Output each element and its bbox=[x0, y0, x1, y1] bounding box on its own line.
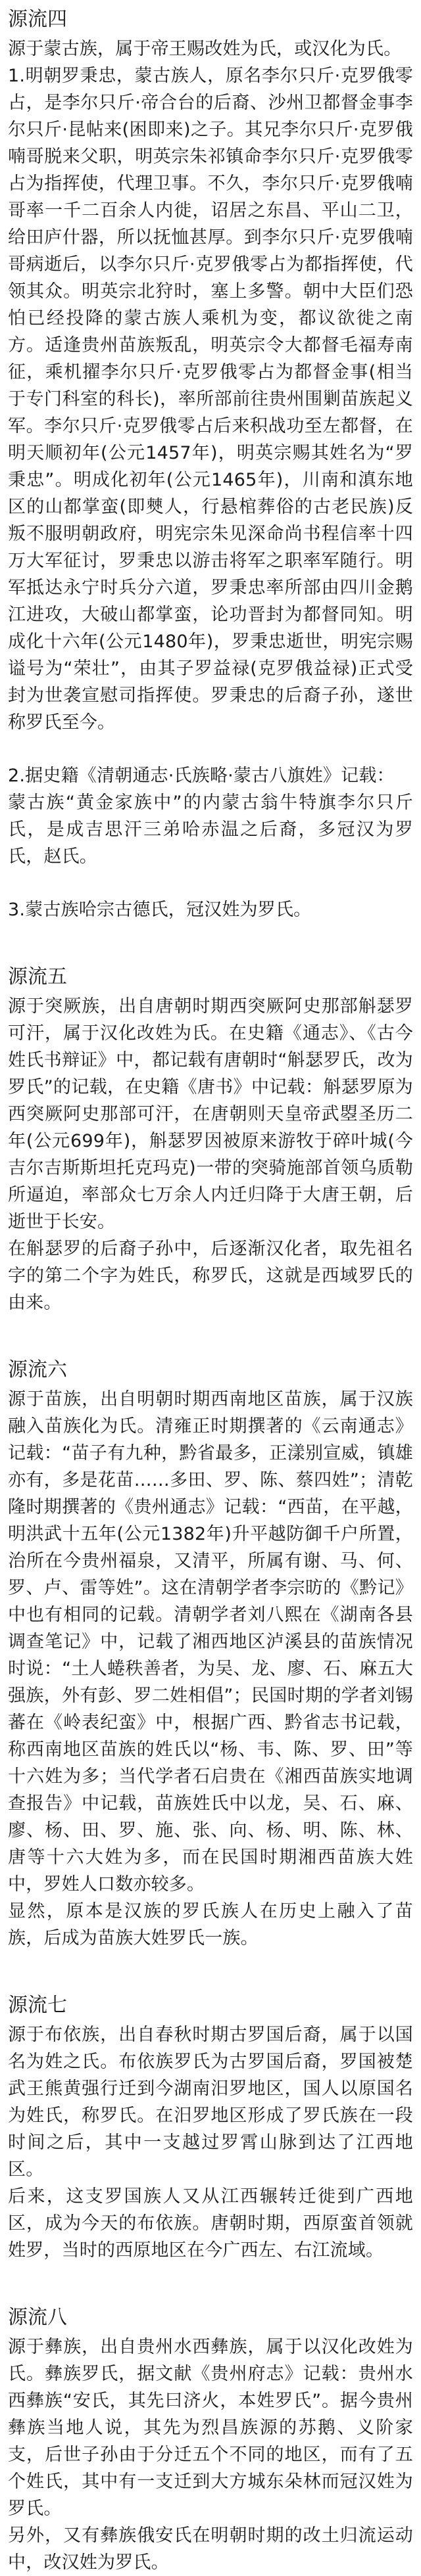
paragraph: 源于布依族，出自春秋时期古罗国后裔，属于以国名为姓之氏。布依族罗氏为古罗国后裔，罗国被楚武王熊黄强行迁到今湖南汨罗地区，国人以原国名为姓氏，称罗氏。在汨罗地区形成了罗氏族在一段时间之后，其中一支越过罗霄山脉到达了江西地区。 bbox=[8, 2025, 413, 2180]
paragraph: 另外，又有彝族俄安氏在明朝时期的改土归流运动中，改汉姓为罗氏。 bbox=[8, 2525, 413, 2573]
section-source-8 bbox=[8, 2303, 413, 2576]
paragraph: 后来，这支罗国族人又从江西辗转迁徙到广西地区，成为今天的布依族。唐朝时期，西原蛮首领就姓罗，当时的西原地区在今广西左、右江流域。 bbox=[8, 2186, 413, 2261]
section-source-7 bbox=[8, 1991, 413, 2264]
paragraph: 3.蒙古族哈宗古德氏，冠汉姓为罗氏。 bbox=[8, 900, 312, 920]
section-title: 源流八 bbox=[8, 2306, 67, 2329]
paragraph: 源于彝族，出自贵州水西彝族，属于以汉化改姓为氏。彝族罗氏，据文献《贵州府志》记载：贵州水西彝族“安氏，其先曰济火，本姓罗氏”。据今贵州彝族当地人说，其先为烈昌族源的苏鹅、义阶家支，后世子孙由于分迁五个不同的地区，而有了五个姓氏，其中有一支迁到大方城东朵林而冠汉姓为罗氏。 bbox=[8, 2337, 413, 2519]
section-title: 源流四 bbox=[8, 8, 67, 31]
section-title: 源流五 bbox=[8, 965, 67, 988]
section-source-5 bbox=[8, 963, 413, 1316]
paragraph: 蒙古族“黄金家族中”的内蒙古翁牛特旗李尔只斤氏，是成吉思汗三弟哈赤温之后裔，多冠汉为罗氏，赵氏。 bbox=[8, 793, 413, 867]
paragraph: 源于蒙古族，属于帝王赐改姓为氏，或汉化为氏。 bbox=[8, 39, 402, 59]
section-source-4 bbox=[8, 5, 413, 923]
section-title: 源流七 bbox=[8, 1994, 67, 2017]
paragraph: 显然，原本是汉族的罗氏族人在历史上融入了苗族，后成为苗族大姓罗氏一族。 bbox=[8, 1901, 413, 1948]
paragraph: 2.据史籍《清朝通志·氏族略·蒙古八旗姓》记载： bbox=[8, 766, 395, 786]
section-title: 源流六 bbox=[8, 1358, 67, 1381]
paragraph: 1.明朝罗秉忠，蒙古族人，原名李尔只斤·克罗俄零占，是李尔只斤·帝合台的后裔、沙州卫都督金事李尔只斤·昆帖来(困即来)之子。其兄李尔只斤·克罗俄喃哥脱来父职，明英宗朱祁镇命李尔只斤·克罗俄零占为指挥使，代理卫事。不久，李尔只斤·克罗俄喃哥率一千二百余人内徙，诏居之东昌、平山二卫，给田庐什器，所以抚恤甚厚。到李尔只斤·克罗俄喃哥病逝后，以李尔只斤·克罗俄零占为都指挥使，代领其众。明英宗北狩时，塞上多警。朝中大臣们恐怕已经投降的蒙古族人乘机为变，都议欲徙之南方。适逢贵州苗族叛乱，明英宗令大都督毛福寿南征，乘机擢李尔只斤·克罗俄零占为都督金事(相当于专门科室的科长)，率所部前往贵州围剿苗族起义军。李尔只斤·克罗俄零占后来积战功至左都督，在明天顺初年(公元1457年)，明英宗赐其姓名为“罗秉忠”。明成化初年(公元1465年)，川南和滇东地区的山都掌蛮(即僰人，行悬棺葬俗的古老民族)反叛不服明朝政府，明宪宗朱见深命尚书程信率十四万大军征讨，罗秉忠以游击将军之职率军随行。明军抵达永宁时兵分六道，罗秉忠率所部由四川金鹅江进攻，大破山都掌蛮，论功晋封为都督同知。明成化十六年(公元1480年)，罗秉忠逝世，明宪宗赐谥号为“荣壮”，由其子罗益禄(克罗俄益禄)正式受封为世袭宣慰司指挥使。罗秉忠的后裔子孙，遂世称罗氏至今。 bbox=[8, 66, 413, 733]
paragraph: 源于苗族，出自明朝时期西南地区苗族，属于汉族融入苗族化为氏。清雍正时期撰著的《云南通志》记载：“苗子有九种，黔省最多，正漾别宣威，镇雄亦有，多是花苗……多田、罗、陈、蔡四姓”；清乾隆时期撰著的《贵州通志》记载：“西苗，在平越，明洪武十五年(公元1382年)升平越防御千户所置，治所在今贵州福泉，又清平，所属有谢、马、何、罗、卢、雷等姓”。这在清朝学者李宗昉的《黔记》中也有相同的记载。清朝学者刘八熙在《湖南各县调查笔记》中，记载了湘西地区泸溪县的苗族情况时说：“土人蜷秩善者，为吴、龙、廖、石、麻五大强族，外有彭、罗二姓相倡”；民国时期的学者刘锡蕃在《岭表纪蛮》中，根据广西、黔省志书记载，称西南地区苗族的姓氏以“杨、韦、陈、罗、田”等十六姓为多；当代学者石启贵在《湘西苗族实地调查报告》中记载，苗族姓氏中以龙，吴、石、麻、廖、杨、田、罗、施、张、向、杨、明、陈、林、唐等十六大姓为多，而在民国时期湘西苗族大姓中，罗姓人口数亦较多。 bbox=[8, 1389, 413, 1895]
section-source-6 bbox=[8, 1356, 413, 1952]
paragraph: 在斛瑟罗的后裔子孙中，后逐渐汉化者，取先祖名字的第二个字为姓氏，称罗氏，这就是西域罗氏的由来。 bbox=[8, 1239, 413, 1313]
paragraph: 源于突厥族，出自唐朝时期西突厥阿史那部斛瑟罗可汗，属于汉化改姓为氏。在史籍《通志》、《古今姓氏书辩证》中，都记载有唐朝时“斛瑟罗氏，改为罗氏”的记载，在史籍《唐书》中记载：斛瑟罗原为西突厥阿史那部可汗，在唐朝则天皇帝武曌圣历二年(公元699年)，斛瑟罗因被原来游牧于碎叶城(今吉尔吉斯斯坦托克玛克)一带的突骑施部首领乌质勒所逼迫，率部众七万余人内迁归降于大唐王朝，后逝世于长安。 bbox=[8, 996, 413, 1232]
